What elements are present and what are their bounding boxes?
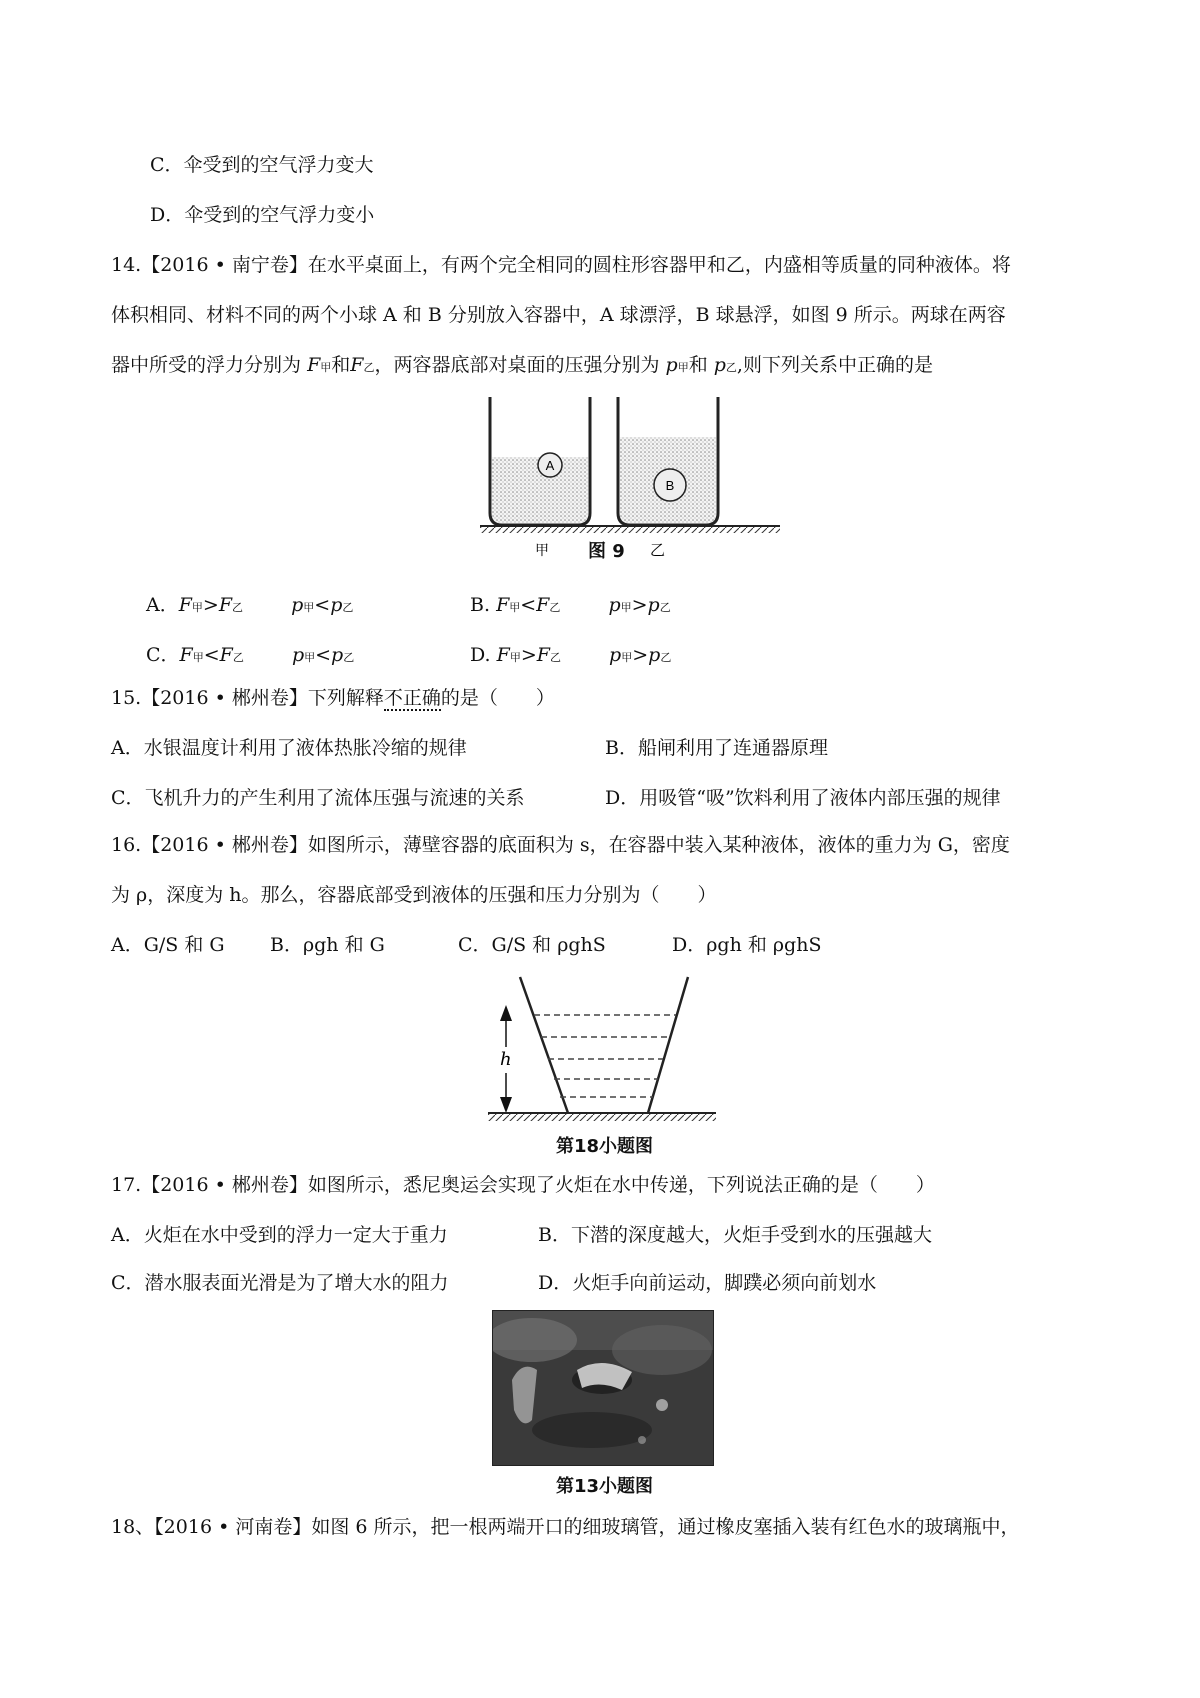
q16-option-b: B．ρgh 和 G xyxy=(270,934,385,956)
subscript-jia: 甲 xyxy=(509,601,521,614)
q14-text: 器中所受的浮力分别为 xyxy=(111,354,302,376)
q13-option-c: C．伞受到的空气浮力变大 xyxy=(150,154,374,176)
relation: > xyxy=(631,594,648,616)
label-jia: 甲 xyxy=(535,543,549,559)
option-label: B. xyxy=(470,594,491,616)
relation: > xyxy=(520,644,537,666)
ball-b-label: B xyxy=(665,478,675,493)
q16-option-d: D．ρgh 和 ρghS xyxy=(672,934,822,956)
q14-text: ,则下列关系中正确的是 xyxy=(736,354,933,376)
q14-option-d xyxy=(470,640,671,673)
height-label: h xyxy=(500,1049,512,1070)
symbol-f: F xyxy=(350,354,364,376)
q17-option-d: D．火炬手向前运动，脚蹼必须向前划水 xyxy=(538,1272,877,1294)
figure-9-caption: 图 9 xyxy=(588,541,625,562)
subscript-yi: 乙 xyxy=(660,651,672,664)
q15-option-d: D．用吸管“吸”饮料利用了液体内部压强的规律 xyxy=(605,787,1001,809)
q15-option-c: C．飞机升力的产生利用了流体压强与流速的关系 xyxy=(111,787,525,809)
figure-18-container xyxy=(488,975,718,1125)
container-left-wall xyxy=(520,977,568,1113)
subscript-jia: 甲 xyxy=(304,651,316,664)
symbol-p: p xyxy=(647,594,660,616)
arrowhead-up-icon xyxy=(500,1005,512,1021)
option-label: D. xyxy=(470,644,491,666)
q14-stem-line2: 体积相同、材料不同的两个小球 A 和 B 分别放入容器中，A 球漂浮，B 球悬浮，如图 9 所示。两球在两容 xyxy=(111,304,1006,326)
subscript-yi: 乙 xyxy=(232,651,244,664)
relation: > xyxy=(202,594,219,616)
symbol-p: p xyxy=(291,594,304,616)
relation: < xyxy=(314,594,331,616)
table-hatch xyxy=(480,527,780,533)
q17-option-b: B．下潜的深度越大，火炬手受到水的压强越大 xyxy=(538,1224,932,1246)
symbol-f: F xyxy=(536,644,550,666)
figure-9-containers xyxy=(480,395,780,565)
q15-option-a: A．水银温度计利用了液体热胀冷缩的规律 xyxy=(111,737,467,759)
q15-emphasis: 不正确 xyxy=(383,687,441,709)
symbol-f: F xyxy=(536,594,550,616)
option-label: A． xyxy=(146,594,179,616)
q14-option-b xyxy=(470,590,671,623)
symbol-f: F xyxy=(179,644,193,666)
subscript-yi: 乙 xyxy=(363,361,375,374)
q17-stem: 17.【2016 • 郴州卷】如图所示，悉尼奥运会实现了火炬在水中传递，下列说法正确的是（ ） xyxy=(111,1174,935,1196)
q14-text: 和 xyxy=(688,354,708,376)
q14-text: ，两容器底部对桌面的压强分别为 xyxy=(374,354,660,376)
subscript-jia: 甲 xyxy=(621,651,633,664)
option-label: C． xyxy=(146,644,180,666)
arrowhead-down-icon xyxy=(500,1097,512,1113)
subscript-jia: 甲 xyxy=(509,651,521,664)
q15-text: 15.【2016 • 郴州卷】下列解释 xyxy=(111,687,384,709)
q16-stem-line1: 16.【2016 • 郴州卷】如图所示，薄壁容器的底面积为 s，在容器中装入某种液体，液体的重力为 G，密度 xyxy=(111,834,1010,856)
figure-18-caption: 第18小题图 xyxy=(556,1136,654,1157)
container-right-wall xyxy=(648,977,688,1113)
symbol-p: p xyxy=(609,644,622,666)
q16-stem-line2: 为 ρ，深度为 h。那么，容器底部受到液体的压强和压力分别为（ ） xyxy=(111,884,717,906)
symbol-f: F xyxy=(218,594,233,616)
relation: > xyxy=(632,644,649,666)
subscript-jia: 甲 xyxy=(192,651,204,664)
ground-hatch xyxy=(488,1114,716,1121)
relation: < xyxy=(203,644,220,666)
ball-a-label: A xyxy=(545,458,555,473)
symbol-f: F xyxy=(307,354,321,376)
symbol-f: F xyxy=(496,594,510,616)
subscript-yi: 乙 xyxy=(659,601,671,614)
q17-option-c: C．潜水服表面光滑是为了增大水的阻力 xyxy=(111,1272,449,1294)
symbol-f: F xyxy=(178,594,192,616)
q16-option-a: A．G/S 和 G xyxy=(111,934,225,956)
q14-option-c xyxy=(146,640,354,673)
symbol-f: F xyxy=(219,644,233,666)
symbol-p: p xyxy=(330,594,343,616)
subscript-yi: 乙 xyxy=(343,651,355,664)
figure-13-caption: 第13小题图 xyxy=(556,1476,654,1497)
label-yi: 乙 xyxy=(650,541,666,559)
symbol-p: p xyxy=(665,354,678,376)
subscript-yi: 乙 xyxy=(232,601,244,614)
q18-stem-line1: 18、【2016 • 河南卷】如图 6 所示，把一根两端开口的细玻璃管，通过橡皮塞插入装有红色水的玻璃瓶中， xyxy=(111,1516,1020,1538)
subscript-jia: 甲 xyxy=(677,361,689,374)
relation: < xyxy=(520,594,537,616)
symbol-p: p xyxy=(713,354,726,376)
q17-option-a: A．火炬在水中受到的浮力一定大于重力 xyxy=(111,1224,448,1246)
subscript-jia: 甲 xyxy=(191,601,203,614)
symbol-p: p xyxy=(331,644,344,666)
q16-option-c: C．G/S 和 ρghS xyxy=(458,934,606,956)
subscript-yi: 乙 xyxy=(549,601,561,614)
subscript-yi: 乙 xyxy=(725,361,737,374)
q14-text: 和 xyxy=(331,354,351,376)
symbol-p: p xyxy=(608,594,621,616)
relation: < xyxy=(315,644,332,666)
symbol-f: F xyxy=(496,644,510,666)
q14-stem-line1: 14.【2016 • 南宁卷】在水平桌面上，有两个完全相同的圆柱形容器甲和乙，内盛相等质量的同种液体。将 xyxy=(111,254,1011,276)
underwater-torch-photo xyxy=(492,1310,714,1466)
subscript-jia: 甲 xyxy=(303,601,315,614)
subscript-jia: 甲 xyxy=(620,601,632,614)
symbol-p: p xyxy=(291,644,305,666)
q15-stem xyxy=(111,683,555,713)
subscript-yi: 乙 xyxy=(342,601,354,614)
subscript-yi: 乙 xyxy=(549,651,561,664)
symbol-p: p xyxy=(648,644,661,666)
subscript-jia: 甲 xyxy=(320,361,332,374)
q14-stem-line3 xyxy=(111,350,933,383)
q14-option-a xyxy=(146,590,353,623)
q13-option-d: D．伞受到的空气浮力变小 xyxy=(150,204,375,226)
q15-text: 的是（ ） xyxy=(440,687,555,709)
q15-option-b: B．船闸利用了连通器原理 xyxy=(605,737,828,759)
